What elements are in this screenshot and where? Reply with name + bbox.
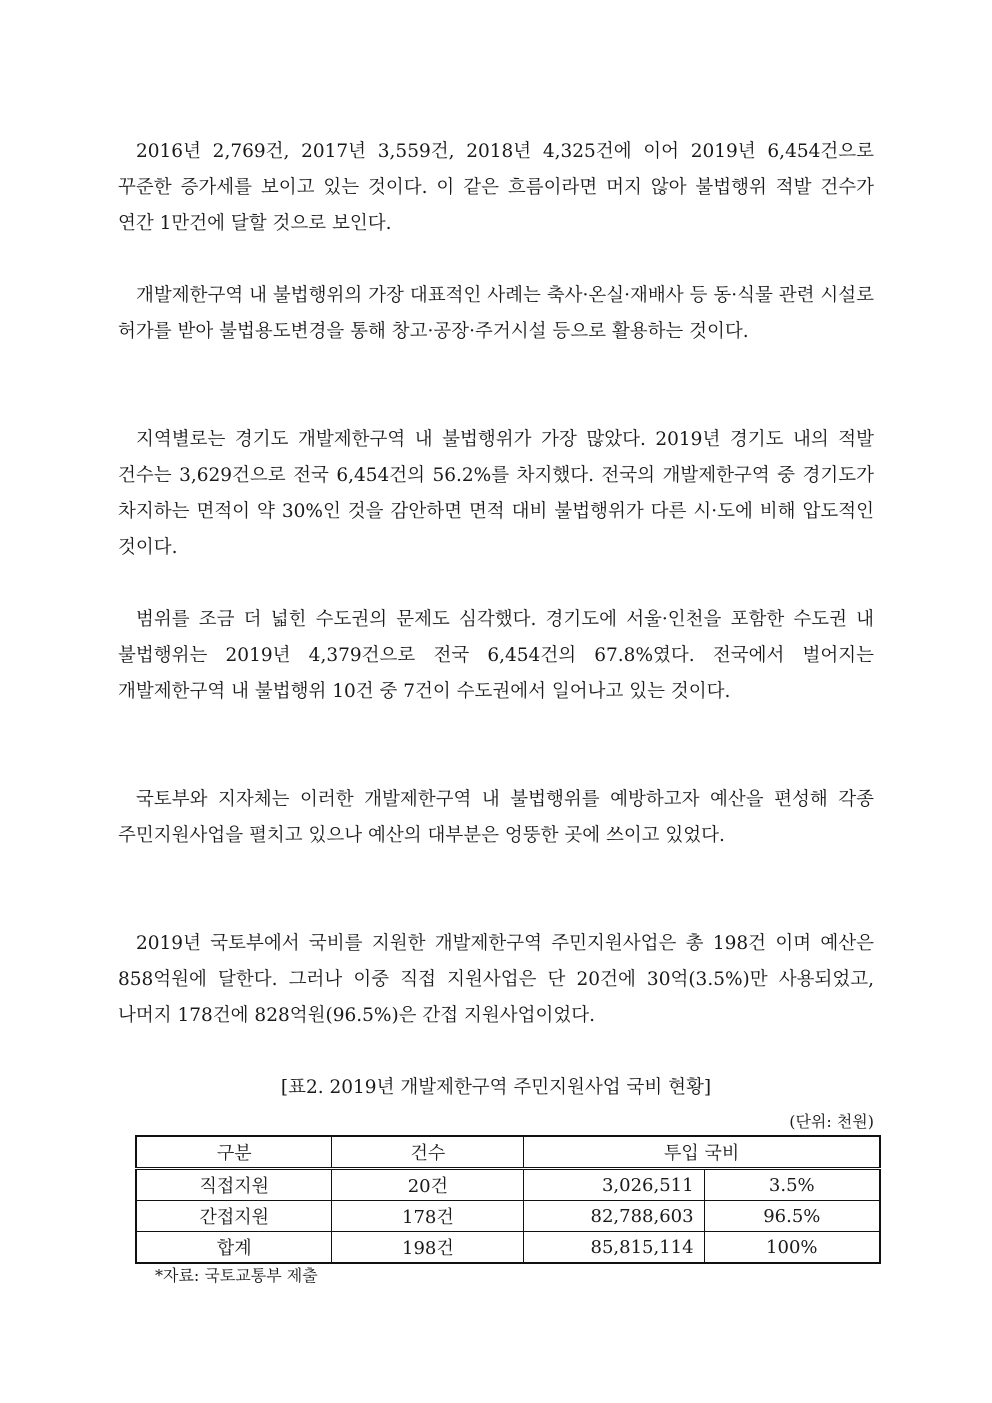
header-funding: 투입 국비	[524, 1136, 880, 1169]
cell-category: 직접지원	[136, 1169, 332, 1201]
cell-count: 178건	[332, 1201, 524, 1232]
table-unit: (단위: 천원)	[789, 1112, 874, 1131]
paragraph: 범위를 조금 더 넓힌 수도권의 문제도 심각했다. 경기도에 서울·인천을 포함한 수도권 내 불법행위는 2019년 4,379건으로 전국 6,454건의 67.8%였다. 전국에서 벌어지는 개발제한구역 내 불법행위 10건 중 7건이 수도권에서 일어나고 있는 것이다.	[118, 609, 874, 702]
cell-percent: 100%	[704, 1232, 880, 1264]
paragraph: 국토부와 지자체는 이러한 개발제한구역 내 불법행위를 예방하고자 예산을 편성해 각종 주민지원사업을 펼치고 있으나 예산의 대부분은 엉뚱한 곳에 쓰이고 있었다.	[118, 789, 874, 846]
table-header-row	[136, 1136, 880, 1169]
funding-table	[135, 1135, 881, 1264]
table-row	[136, 1201, 880, 1232]
header-count: 건수	[332, 1136, 524, 1169]
header-category: 구분	[136, 1136, 332, 1169]
cell-count: 20건	[332, 1169, 524, 1201]
paragraph: 2019년 국토부에서 국비를 지원한 개발제한구역 주민지원사업은 총 198건 이며 예산은 858억원에 달한다. 그러나 이중 직접 지원사업은 단 20건에 30억(3.5%)만 사용되었고, 나머지 178건에 828억원(96.5%)은 간접 지원사업이었다.	[118, 933, 874, 1026]
paragraph: 개발제한구역 내 불법행위의 가장 대표적인 사례는 축사·온실·재배사 등 동·식물 관련 시설로 허가를 받아 불법용도변경을 통해 창고·공장·주거시설 등으로 활용하는 것이다.	[118, 285, 874, 342]
table-row-total	[136, 1232, 880, 1264]
table-source-note: *자료: 국토교통부 제출	[155, 1266, 318, 1285]
cell-amount: 82,788,603	[524, 1201, 704, 1232]
cell-percent: 96.5%	[704, 1201, 880, 1232]
cell-amount: 3,026,511	[524, 1169, 704, 1201]
cell-category: 간접지원	[136, 1201, 332, 1232]
table-row	[136, 1169, 880, 1201]
cell-count: 198건	[332, 1232, 524, 1264]
paragraph: 2016년 2,769건, 2017년 3,559건, 2018년 4,325건에 이어 2019년 6,454건으로 꾸준한 증가세를 보이고 있는 것이다. 이 같은 흐름이라면 머지 않아 불법행위 적발 건수가 연간 1만건에 달할 것으로 보인다.	[118, 141, 874, 234]
cell-percent: 3.5%	[704, 1169, 880, 1201]
paragraph: 지역별로는 경기도 개발제한구역 내 불법행위가 가장 많았다. 2019년 경기도 내의 적발 건수는 3,629건으로 전국 6,454건의 56.2%를 차지했다. 전국의 개발제한구역 중 경기도가 차지하는 면적이 약 30%인 것을 감안하면 면적 대비 불법행위가 다른 시·도에 비해 압도적인 것이다.	[118, 429, 874, 558]
table-caption: [표2. 2019년 개발제한구역 주민지원사업 국비 현황]	[280, 1077, 712, 1098]
cell-category: 합계	[136, 1232, 332, 1264]
cell-amount: 85,815,114	[524, 1232, 704, 1264]
